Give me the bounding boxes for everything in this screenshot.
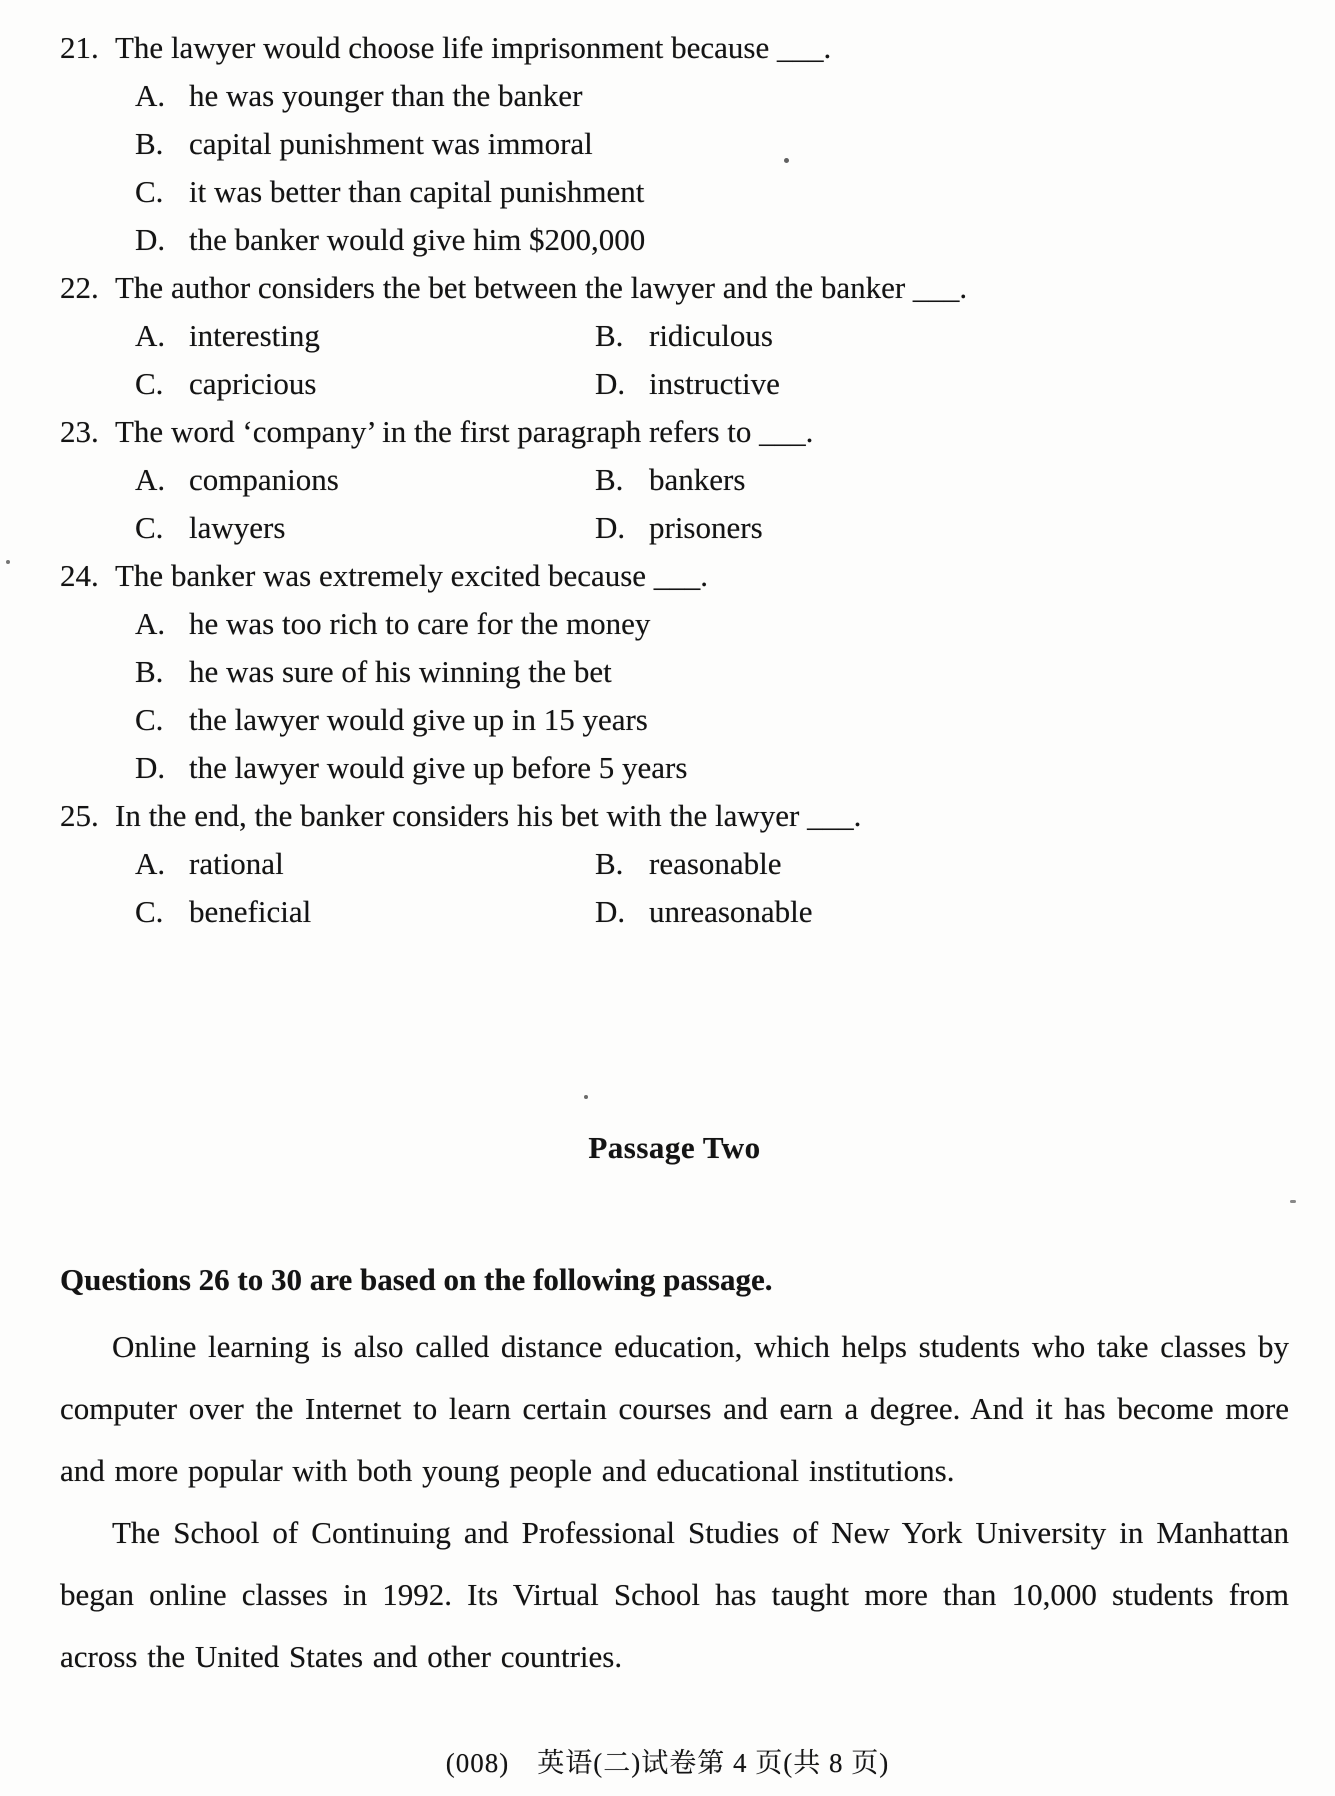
option-c: [135, 696, 1289, 744]
option-letter: C.: [135, 366, 164, 401]
question-stem: The lawyer would choose life imprisonment because ___.: [115, 30, 832, 65]
option-c: [135, 888, 595, 936]
passage-two-heading: Passage Two: [588, 1130, 761, 1165]
option-letter: D.: [135, 750, 166, 785]
option-letter: A.: [135, 462, 166, 497]
option-text: he was younger than the banker: [189, 78, 583, 113]
option-text: the banker would give him $200,000: [189, 222, 646, 257]
option-b: [595, 312, 1289, 360]
option-text: prisoners: [649, 510, 763, 545]
option-c: [135, 504, 595, 552]
option-text: he was too rich to care for the money: [189, 606, 651, 641]
option-letter: C.: [135, 510, 164, 545]
option-text: the lawyer would give up before 5 years: [189, 750, 688, 785]
scan-speck: [1290, 1200, 1296, 1203]
option-letter: B.: [135, 126, 164, 161]
option-text: it was better than capital punishment: [189, 174, 645, 209]
passage-paragraph-2: The School of Continuing and Professional Studies of New York University in Manhattan began online classes in 1992. Its Virtual School has taught more than 10,000 students from across the United States and other countries.: [60, 1515, 1289, 1674]
question-number: 21.: [60, 30, 99, 65]
option-letter: B.: [595, 318, 624, 353]
question-24: [60, 552, 1289, 792]
question-stem: The banker was extremely excited because ___.: [115, 558, 709, 593]
option-d: [135, 216, 1289, 264]
question-number: 24.: [60, 558, 99, 593]
question-stem-row: [60, 264, 1289, 312]
question-number: 22.: [60, 270, 99, 305]
option-letter: D.: [135, 222, 166, 257]
option-d: [595, 504, 1289, 552]
question-number: 23.: [60, 414, 99, 449]
option-letter: A.: [135, 318, 166, 353]
question-23: [60, 408, 1289, 552]
option-text: capricious: [189, 366, 317, 401]
option-letter: D.: [595, 894, 626, 929]
option-d: [595, 360, 1289, 408]
option-text: bankers: [649, 462, 746, 497]
question-stem-row: [60, 792, 1289, 840]
options-grid: [60, 456, 1289, 552]
option-letter: D.: [595, 510, 626, 545]
option-letter: B.: [595, 846, 624, 881]
option-text: instructive: [649, 366, 780, 401]
option-letter: B.: [595, 462, 624, 497]
option-text: lawyers: [189, 510, 286, 545]
option-a: [135, 312, 595, 360]
option-letter: A.: [135, 846, 166, 881]
option-text: ridiculous: [649, 318, 773, 353]
option-text: he was sure of his winning the bet: [189, 654, 612, 689]
question-21: [60, 24, 1289, 264]
option-d: [595, 888, 1289, 936]
option-b: [595, 840, 1289, 888]
option-text: unreasonable: [649, 894, 813, 929]
passage-instruction: Questions 26 to 30 are based on the following passage.: [60, 1262, 773, 1297]
option-text: beneficial: [189, 894, 312, 929]
options-grid: [60, 840, 1289, 936]
option-b: [135, 648, 1289, 696]
option-c: [135, 168, 1289, 216]
passage-paragraph-1: Online learning is also called distance education, which helps students who take classes by computer over the Internet to learn certain courses and earn a degree. And it has become more and more popular with both young people and educational institutions.: [60, 1329, 1289, 1488]
question-stem: The author considers the bet between the lawyer and the banker ___.: [115, 270, 968, 305]
option-letter: C.: [135, 702, 164, 737]
option-text: interesting: [189, 318, 320, 353]
question-25: [60, 792, 1289, 936]
option-b: [135, 120, 1289, 168]
option-a: [135, 72, 1289, 120]
option-text: capital punishment was immoral: [189, 126, 593, 161]
question-stem: In the end, the banker considers his bet with the lawyer ___.: [115, 798, 862, 833]
option-text: rational: [189, 846, 284, 881]
options-list: [60, 72, 1289, 264]
question-number: 25.: [60, 798, 99, 833]
question-stem-row: [60, 24, 1289, 72]
option-a: [135, 840, 595, 888]
question-stem-row: [60, 552, 1289, 600]
scan-speck: [6, 560, 10, 564]
option-text: companions: [189, 462, 339, 497]
option-letter: C.: [135, 894, 164, 929]
option-letter: A.: [135, 606, 166, 641]
option-text: reasonable: [649, 846, 782, 881]
passage-body: [60, 1316, 1289, 1688]
option-d: [135, 744, 1289, 792]
option-a: [135, 456, 595, 504]
page-content: [60, 24, 1289, 1688]
option-text: the lawyer would give up in 15 years: [189, 702, 648, 737]
option-letter: C.: [135, 174, 164, 209]
option-letter: D.: [595, 366, 626, 401]
page-footer: (008) 英语(二)试卷第 4 页(共 8 页): [445, 1748, 890, 1778]
option-b: [595, 456, 1289, 504]
option-a: [135, 600, 1289, 648]
option-c: [135, 360, 595, 408]
option-letter: B.: [135, 654, 164, 689]
question-22: [60, 264, 1289, 408]
option-letter: A.: [135, 78, 166, 113]
question-stem: The word ‘company’ in the first paragraph refers to ___.: [115, 414, 814, 449]
options-list: [60, 600, 1289, 792]
options-grid: [60, 312, 1289, 408]
question-stem-row: [60, 408, 1289, 456]
